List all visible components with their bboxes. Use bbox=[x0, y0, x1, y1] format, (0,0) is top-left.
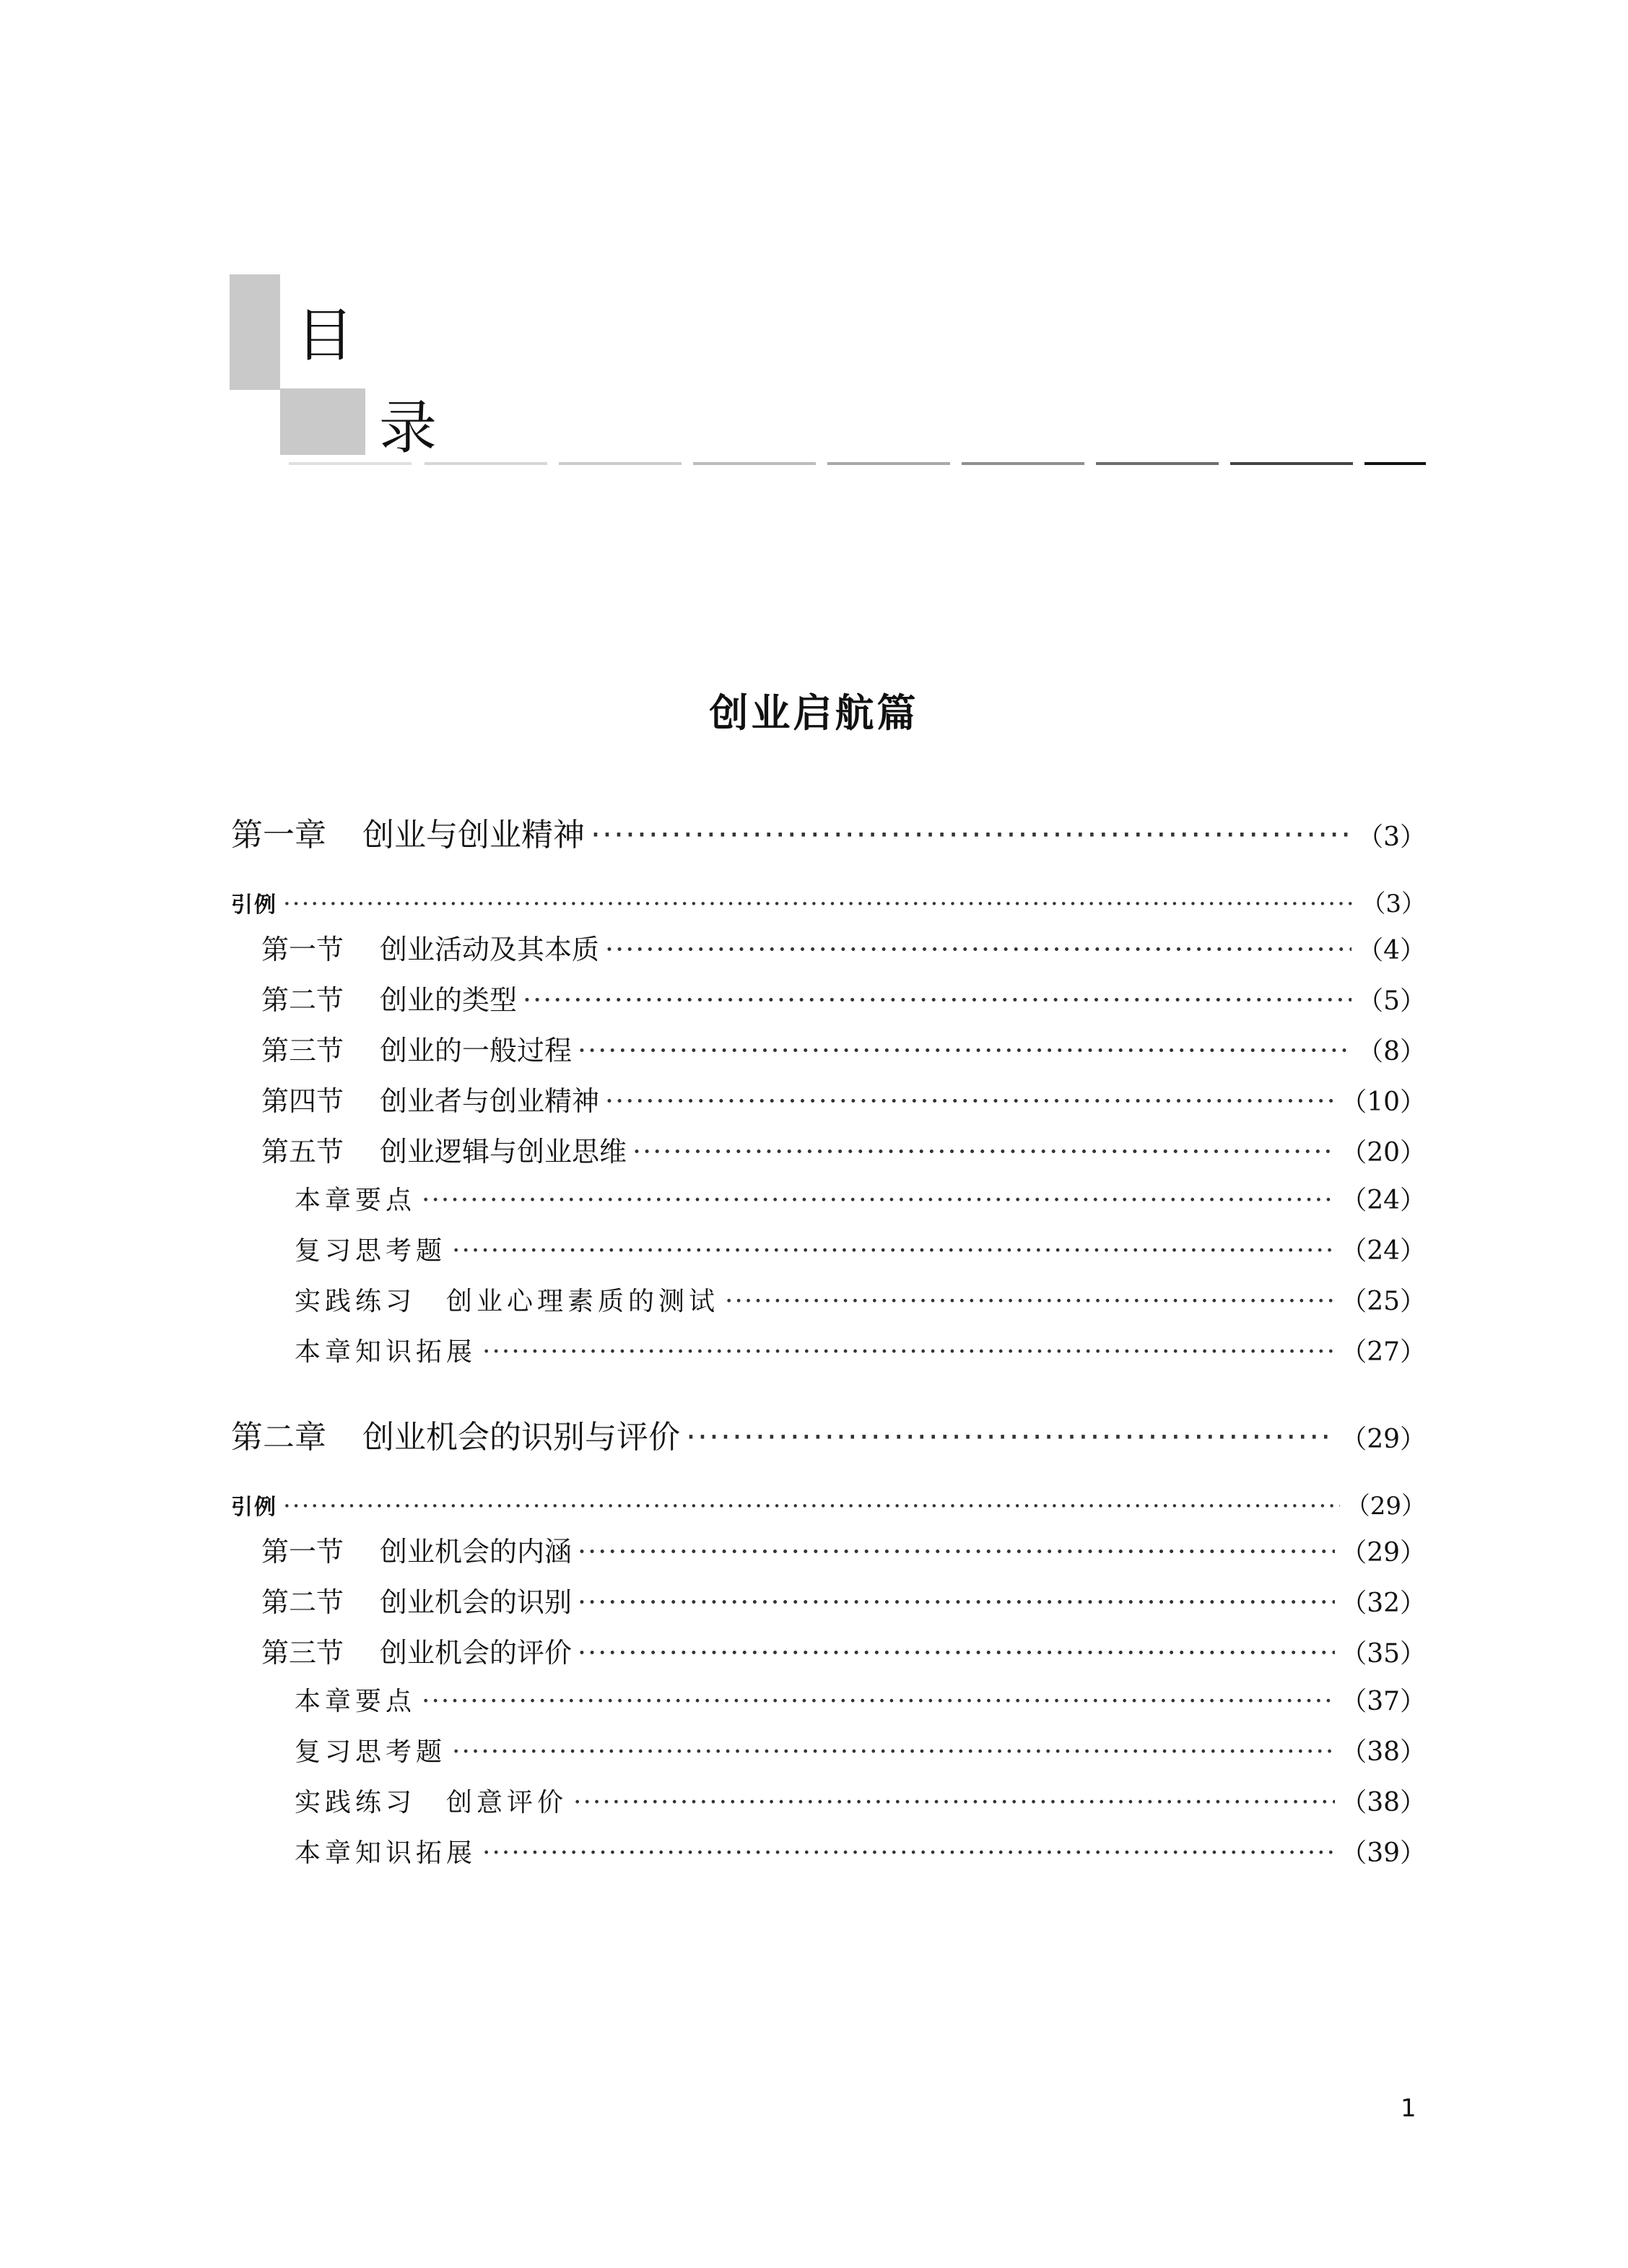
page-ref: （37） bbox=[1341, 1687, 1426, 1716]
page-ref: （24） bbox=[1341, 1186, 1426, 1215]
dot-leader bbox=[632, 1136, 1335, 1168]
toc-section[interactable] bbox=[231, 978, 1426, 1028]
dot-leader bbox=[452, 1737, 1335, 1767]
dot-leader bbox=[605, 1085, 1335, 1117]
chapter-title: 创业机会的识别与评价 bbox=[362, 1419, 680, 1456]
section-number: 第二节 bbox=[261, 1586, 344, 1618]
page-ref: （27） bbox=[1341, 1337, 1426, 1367]
section-title: 创业逻辑与创业思维 bbox=[380, 1136, 627, 1168]
page-ref: （25） bbox=[1341, 1287, 1426, 1316]
toc-extra[interactable] bbox=[231, 1230, 1426, 1281]
page-ref: （38） bbox=[1341, 1737, 1426, 1767]
section-number: 第三节 bbox=[261, 1035, 344, 1066]
dot-leader bbox=[482, 1337, 1335, 1367]
dot-leader bbox=[578, 1536, 1335, 1568]
section-number: 第一节 bbox=[261, 1536, 344, 1568]
page-ref: （29） bbox=[1345, 1492, 1426, 1521]
part-title: 创业启航篇 bbox=[709, 690, 919, 736]
toc-heading-char-2: 录 bbox=[379, 394, 437, 461]
toc-extra[interactable] bbox=[231, 1833, 1426, 1883]
chapter-number: 第一章 bbox=[231, 817, 326, 853]
page-ref: （32） bbox=[1341, 1589, 1426, 1618]
page-ref: （35） bbox=[1341, 1639, 1426, 1669]
toc-extra[interactable] bbox=[231, 1331, 1426, 1382]
dot-leader bbox=[283, 890, 1355, 918]
toc-extra[interactable] bbox=[231, 1732, 1426, 1782]
dot-leader bbox=[686, 1419, 1335, 1456]
page-ref: （3） bbox=[1361, 890, 1426, 918]
section-number: 第三节 bbox=[261, 1637, 344, 1669]
dot-leader bbox=[578, 1637, 1335, 1669]
extra-title: 本章知识拓展 bbox=[295, 1838, 477, 1868]
section-number: 第一节 bbox=[261, 934, 344, 965]
extra-title: 复习思考题 bbox=[295, 1737, 447, 1767]
dot-leader bbox=[482, 1838, 1335, 1868]
dot-leader bbox=[591, 817, 1351, 853]
extra-title: 本章要点 bbox=[295, 1687, 417, 1716]
page-ref: （20） bbox=[1341, 1138, 1426, 1168]
toc-section[interactable] bbox=[231, 927, 1426, 978]
toc-extra[interactable] bbox=[231, 1281, 1426, 1331]
page-ref: （10） bbox=[1341, 1087, 1426, 1117]
chapter-title: 创业与创业精神 bbox=[362, 817, 585, 853]
section-title: 创业活动及其本质 bbox=[380, 934, 600, 965]
toc-chapter[interactable] bbox=[231, 1411, 1426, 1469]
section-title: 创业机会的识别 bbox=[380, 1586, 573, 1618]
section-number: 第五节 bbox=[261, 1136, 344, 1168]
dot-leader bbox=[725, 1287, 1335, 1316]
dot-leader bbox=[523, 984, 1351, 1016]
extra-title: 实践练习 创意评价 bbox=[295, 1788, 568, 1817]
toc-extra[interactable] bbox=[231, 1782, 1426, 1833]
extra-title: 本章要点 bbox=[295, 1186, 417, 1215]
chapter-number: 第二章 bbox=[231, 1419, 326, 1456]
toc-section[interactable] bbox=[231, 1129, 1426, 1180]
toc-intro[interactable] bbox=[231, 1486, 1426, 1529]
header-block-top bbox=[230, 274, 280, 390]
toc-section[interactable] bbox=[231, 1630, 1426, 1681]
page-number: 1 bbox=[1401, 2094, 1416, 2123]
extra-title: 实践练习 创业心理素质的测试 bbox=[295, 1287, 720, 1316]
dot-leader bbox=[422, 1186, 1335, 1215]
toc-section[interactable] bbox=[231, 1580, 1426, 1630]
page-ref: （3） bbox=[1357, 822, 1426, 852]
toc-section[interactable] bbox=[231, 1079, 1426, 1129]
table-of-contents bbox=[231, 801, 1426, 1883]
section-title: 创业者与创业精神 bbox=[380, 1085, 600, 1117]
page-ref: （4） bbox=[1357, 936, 1426, 965]
toc-intro[interactable] bbox=[231, 884, 1426, 927]
toc-chapter[interactable] bbox=[231, 809, 1426, 866]
toc-section[interactable] bbox=[231, 1028, 1426, 1079]
page-ref: （29） bbox=[1341, 1538, 1426, 1568]
toc-extra[interactable] bbox=[231, 1180, 1426, 1230]
page-ref: （24） bbox=[1341, 1236, 1426, 1266]
section-title: 创业机会的评价 bbox=[380, 1637, 573, 1669]
dot-leader bbox=[605, 934, 1351, 965]
dot-leader bbox=[578, 1586, 1335, 1618]
section-number: 第二节 bbox=[261, 984, 344, 1016]
dot-leader bbox=[452, 1236, 1335, 1266]
section-number: 第四节 bbox=[261, 1085, 344, 1117]
intro-label: 引例 bbox=[231, 1495, 277, 1520]
toc-heading-char-1: 目 bbox=[296, 302, 354, 369]
extra-title: 本章知识拓展 bbox=[295, 1337, 477, 1367]
page-ref: （29） bbox=[1341, 1425, 1426, 1454]
toc-extra[interactable] bbox=[231, 1681, 1426, 1732]
header-block-bottom bbox=[280, 388, 365, 455]
dot-leader bbox=[578, 1035, 1351, 1066]
page-ref: （8） bbox=[1357, 1037, 1426, 1066]
dot-leader bbox=[283, 1492, 1340, 1521]
page-ref: （38） bbox=[1341, 1788, 1426, 1817]
section-title: 创业机会的内涵 bbox=[380, 1536, 573, 1568]
section-title: 创业的一般过程 bbox=[380, 1035, 573, 1066]
section-title: 创业的类型 bbox=[380, 984, 518, 1016]
extra-title: 复习思考题 bbox=[295, 1236, 447, 1266]
intro-label: 引例 bbox=[231, 892, 277, 918]
dot-leader bbox=[422, 1687, 1335, 1716]
dot-leader bbox=[573, 1788, 1335, 1817]
toc-section[interactable] bbox=[231, 1529, 1426, 1580]
page-ref: （39） bbox=[1341, 1838, 1426, 1868]
page-ref: （5） bbox=[1357, 986, 1426, 1016]
